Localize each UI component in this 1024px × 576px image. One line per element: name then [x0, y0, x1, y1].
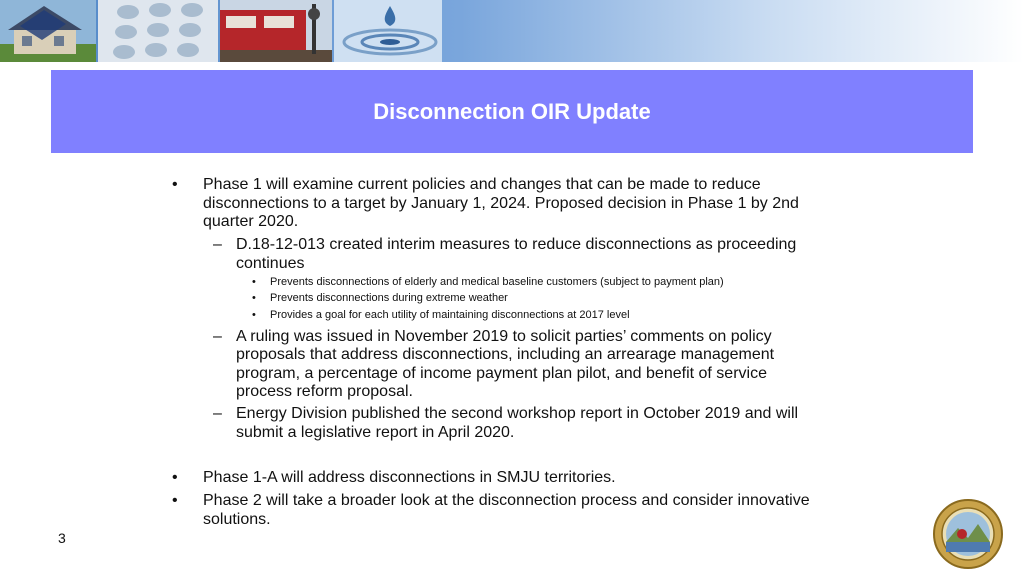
sub-sub-bullet-marker: •: [252, 292, 256, 304]
bullet-marker: •: [172, 492, 178, 509]
sub-bullet-text: D.18-12-013 created interim measures to reduce disconnections as proceeding: [236, 236, 797, 253]
sub-sub-bullet-marker: •: [252, 309, 256, 321]
state-seal-icon: [924, 498, 1012, 570]
bullet-text: Phase 2 will take a broader look at the disconnection process and consider innovative: [203, 492, 810, 509]
bullet-text: Phase 1 will examine current policies and changes that can be made to reduce: [203, 176, 761, 193]
page-number: 3: [58, 530, 66, 546]
bullet-text: solutions.: [203, 511, 271, 528]
sub-sub-bullet-text: Prevents disconnections of elderly and medical baseline customers (subject to payment plan): [270, 276, 724, 288]
sub-sub-bullet-marker: •: [252, 276, 256, 288]
bullet-text: Phase 1-A will address disconnections in SMJU territories.: [203, 469, 616, 486]
sub-sub-bullet-text: Provides a goal for each utility of maintaining disconnections at 2017 level: [270, 309, 630, 321]
sub-bullet-text: submit a legislative report in April 2020.: [236, 424, 515, 441]
sub-bullet-marker: –: [213, 405, 222, 422]
slide-title: Disconnection OIR Update: [373, 98, 651, 124]
sub-bullet-text: proposals that address disconnections, including an arrearage management: [236, 346, 775, 363]
sub-sub-bullet-text: Prevents disconnections during extreme weather: [270, 292, 508, 304]
bullet-marker: •: [172, 176, 178, 193]
bullet-text: quarter 2020.: [203, 213, 299, 230]
sub-bullet-text: process reform proposal.: [236, 383, 413, 400]
bullet-marker: •: [172, 469, 178, 486]
sub-bullet-marker: –: [213, 328, 222, 345]
sub-bullet-text: A ruling was issued in November 2019 to solicit parties’ comments on policy: [236, 328, 772, 345]
sub-bullet-text: continues: [236, 255, 305, 272]
sub-bullet-text: program, a percentage of income payment plan pilot, and benefit of service: [236, 365, 767, 382]
sub-bullet-marker: –: [213, 236, 222, 253]
bullet-text: disconnections to a target by January 1, 2024. Proposed decision in Phase 1 by 2nd: [203, 195, 799, 212]
sub-bullet-text: Energy Division published the second workshop report in October 2019 and will: [236, 405, 799, 422]
